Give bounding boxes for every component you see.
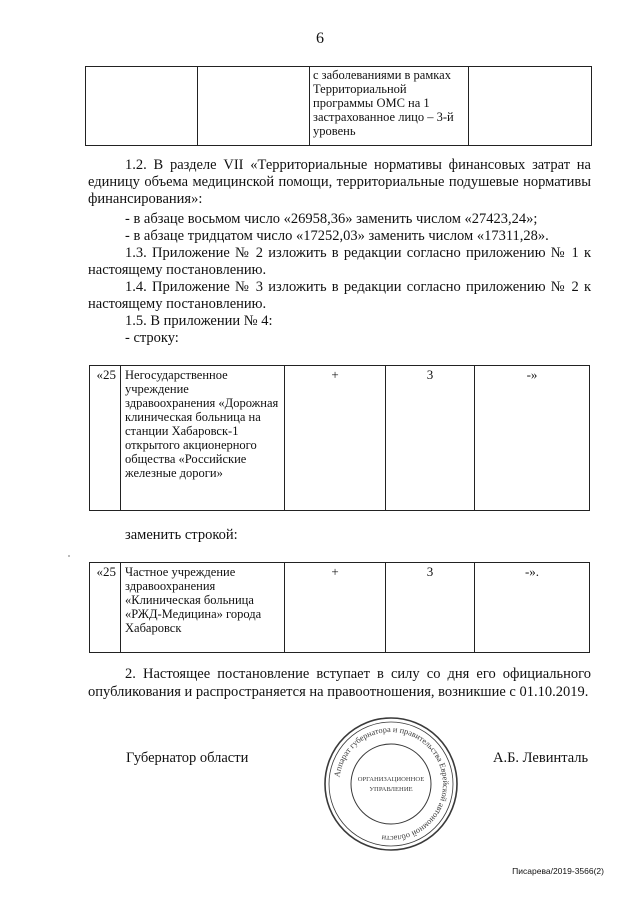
page-number: 6: [316, 30, 324, 47]
plus-cell: +: [285, 366, 386, 511]
replace-label: заменить строкой:: [125, 527, 238, 543]
bullet-1: - в абзаце восьмом число «26958,36» заменить числом «27423,24»;: [125, 211, 538, 227]
stamp-center-line-2: УПРАВЛЕНИЕ: [369, 786, 413, 793]
table-cell: [469, 67, 592, 146]
paragraph-1-4: 1.4. Приложение № 3 изложить в редакции согласно приложению № 2 к настоящему постановлению.: [88, 279, 591, 312]
scan-mark: [68, 555, 70, 557]
bullet-2: - в абзаце тридцатом число «17252,03» заменить числом «17311,28».: [125, 228, 549, 244]
end-cell: -».: [475, 563, 590, 653]
institution-name: Частное учреждение здравоохранения «Клиническая больница «РЖД-Медицина» города Хабаровск: [121, 563, 285, 653]
paragraph-2: 2. Настоящее постановление вступает в силу со дня его официального опубликования и распространяется на правоотношения, возникшие с 01.10.2019.: [88, 666, 591, 700]
paragraph-1-5: 1.5. В приложении № 4:: [125, 313, 273, 329]
level-cell: 3: [386, 563, 475, 653]
paragraph-1-3: 1.3. Приложение № 2 изложить в редакции согласно приложению № 1 к настоящему постановлению.: [88, 245, 591, 278]
stamp-ring-text: Аппарат губернатора и правительства Еврейской автономной области: [332, 724, 451, 844]
stamp-inner-ring: [329, 722, 453, 846]
official-stamp: [322, 715, 460, 853]
old-row-table: [89, 365, 590, 511]
plus-cell: +: [285, 563, 386, 653]
stamp-outer-ring: [325, 718, 457, 850]
new-row-table: [89, 562, 590, 653]
table-cell: [86, 67, 198, 146]
governor-title: Губернатор области: [126, 750, 249, 766]
signatory-name: А.Б. Левинталь: [493, 750, 589, 766]
stamp-center-line-1: ОРГАНИЗАЦИОННОЕ: [357, 776, 425, 783]
table-row: [90, 366, 590, 511]
footer-reference: Писарева/2019-3566(2): [512, 866, 604, 876]
table-row: [86, 67, 592, 146]
stroku-label: - строку:: [125, 330, 179, 346]
row-number: «25: [90, 563, 121, 653]
top-table: [85, 66, 592, 146]
institution-name: Негосударственное учреждение здравоохранения «Дорожная клиническая больница на станции Хабаровск-1 открытого акционерного общества «Российские железные дороги»: [121, 366, 285, 511]
row-number: «25: [90, 366, 121, 511]
level-cell: 3: [386, 366, 475, 511]
end-cell: -»: [475, 366, 590, 511]
stamp-center-ring: [351, 744, 431, 824]
table-row: [90, 563, 590, 653]
paragraph-1-2: 1.2. В разделе VII «Территориальные нормативы финансовых затрат на единицу объема медицинской помощи, территориальные подушевые нормативы финансирования»:: [88, 157, 591, 207]
table-cell: с заболеваниями в рамках Территориальной программы ОМС на 1 застрахованное лицо – 3-й уровень: [310, 67, 469, 146]
table-cell: [198, 67, 310, 146]
